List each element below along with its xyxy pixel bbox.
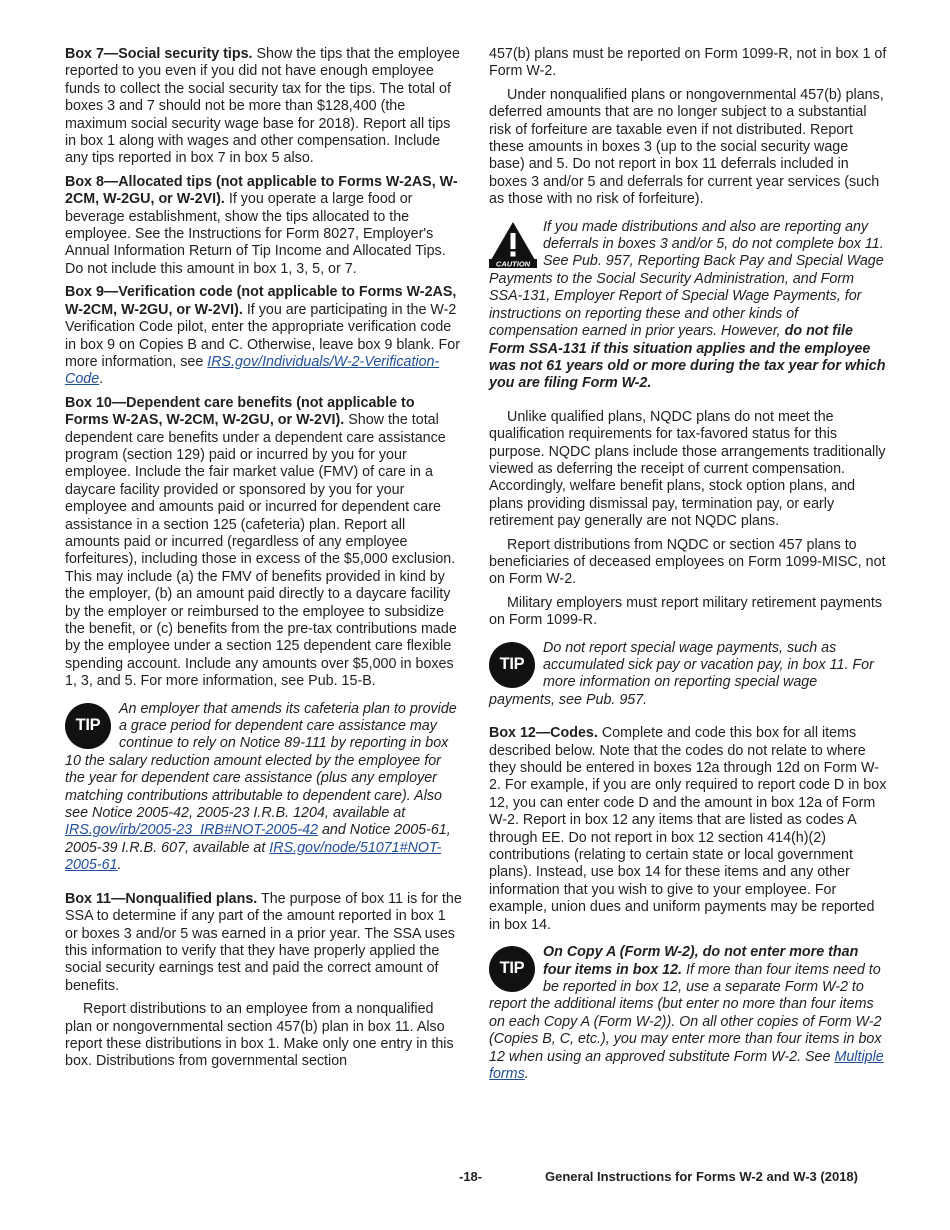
- caution-bold-text: do not file Form SSA-131 if this situation applies and the employee was not 61 years old or more during the tax year for which you are filing Form W-2.: [489, 323, 886, 392]
- tip-note-copy-a: [489, 944, 887, 1083]
- box10-text: Show the total dependent care benefits under a dependent care assistance program (section 129) paid or incurred by you for your employee. Include the fair market value (FMV) of care in a daycare facility provided or sponsored by you for your employee and amounts paid or incurred for dependent care assistance in a section 125 (cafeteria) plan. Report all amounts paid or incurred (regardless of any employee forfeitures), including those in excess of the $5,000 exclusion. This may include (a) the FMV of benefits provided in kind by the employer, (b) an amount paid directly to a daycare facility by the employer or reimbursed to the employee to subsidize the benefit, or (c) benefits from the pre-tax contributions made by the employee under a section 125 dependent care flexible spending account. Include any amounts over $5,000 in boxes 1, 3, and 5. For more information, see Pub. 15-B.: [65, 412, 457, 690]
- caution-note: [489, 219, 887, 393]
- tip1-text2: and Notice 2005-61, 2005-39 I.R.B. 607, available at: [65, 822, 451, 856]
- tip-icon-label: TIP: [499, 654, 525, 673]
- verification-code-link[interactable]: IRS.gov/Individuals/W-2-Verification-Code: [65, 353, 440, 388]
- left-column: [65, 46, 462, 1077]
- notice-2005-61-link[interactable]: IRS.gov/node/51071#NOT-2005-61: [65, 839, 442, 874]
- tip3-text: If more than four items need to be reported in box 12, use a separate Form W-2 to report the additional items (but enter no more than four items on each Copy A (Form W-2)). On all other copies of Form W-2 (Copies B, C, etc.), you may enter more than four items in box 12 when using an approved substitute Form W-2. See: [489, 961, 882, 1065]
- multiple-forms-link[interactable]: Multiple forms: [489, 1048, 884, 1082]
- tip-icon: [65, 703, 111, 749]
- caution-icon-label: CAUTION: [495, 259, 531, 268]
- box10-heading: Box 10—Dependent care benefits (not applicable to Forms W-2AS, W-2CM, W-2GU, or W-2VI).: [65, 394, 415, 429]
- tip-icon-label: TIP: [75, 715, 101, 734]
- footer-title: General Instructions for Forms W-2 and W-3 (2018): [545, 1169, 858, 1184]
- box7-heading: Box 7—Social security tips.: [65, 46, 253, 62]
- box11-paragraph: [65, 891, 462, 995]
- tip1-text1: An employer that amends its cafeteria plan to provide a grace period for dependent care assistance may continue to rely on Notice 89-111 by reporting in box 10 the salary reduction amount elected by the employee for the year for dependent care assistance (plus any employer matching contributions attributable to dependent care). Also see Notice 2005-42, 2005-23 I.R.B. 1204, available at: [65, 700, 457, 822]
- box8-text: If you operate a large food or beverage establishment, show the tips allocated to the employee. See the Instructions for Form 8027, Employer's Annual Information Return of Tip Income and Allocated Tips. Do not include this amount in box 1, 3, 5, or 7.: [65, 191, 446, 277]
- box10-paragraph: [65, 395, 462, 691]
- tip3-end: .: [524, 1065, 529, 1082]
- tip-icon: [489, 946, 535, 992]
- military-employers-paragraph: Military employers must report military retirement payments on Form 1099-R.: [489, 594, 882, 629]
- box11-paragraph-2: Report distributions to an employee from a nonqualified plan or nongovernmental section 457(b) plan in box 11. Also report these distributions in box 1. Make only one entry in this box. Distributions from governmental section: [65, 1001, 454, 1070]
- nqdc-plans-paragraph: Unlike qualified plans, NQDC plans do not meet the qualification requirements for tax-favored status for this purpose. NQDC plans include those arrangements traditionally viewed as deferring the receipt of current compensation. Accordingly, welfare benefit plans, stock option plans, and plans providing dismissal pay, termination pay, or early retirement pay generally are not NQDC plans.: [489, 408, 886, 530]
- right-column: [489, 46, 887, 1099]
- notice-2005-42-link[interactable]: IRS.gov/irb/2005-23_IRB#NOT-2005-42: [65, 822, 318, 839]
- nqdc-distributions-paragraph: Report distributions from NQDC or section 457 plans to beneficiaries of deceased employees on Form 1099-MISC, not on Form W-2.: [489, 536, 886, 588]
- box12-heading: Box 12—Codes.: [489, 725, 598, 742]
- tip3-bold-text: On Copy A (Form W-2), do not enter more than four items in box 12.: [543, 944, 859, 978]
- caution-icon: [489, 221, 537, 268]
- tip-note-special-wage: [489, 640, 887, 710]
- page-number: -18-: [459, 1169, 483, 1184]
- box9-text: If you are participating in the W-2 Verification Code pilot, enter the appropriate verification code in box 9 on Copies B and C. Otherwise, leave box 9 blank. For more information, see: [65, 301, 460, 370]
- box11-continued: 457(b) plans must be reported on Form 1099-R, not in box 1 of Form W-2.: [489, 46, 887, 80]
- box8-heading: Box 8—Allocated tips (not applicable to Forms W-2AS, W-2CM, W-2GU, or W-2VI).: [65, 173, 458, 208]
- box12-paragraph: [489, 725, 887, 934]
- box9-heading: Box 9—Verification code (not applicable to Forms W-2AS, W-2CM, W-2GU, or W-2VI).: [65, 284, 457, 318]
- tip-icon-label: TIP: [499, 959, 525, 978]
- box7-paragraph: [65, 46, 462, 168]
- box9-end: .: [99, 371, 104, 388]
- box12-text: Complete and code this box for all items described below. Note that the codes do not relate to where they should be entered in boxes 12a through 12d on Form W-2. For example, if you are only required to report code D in box 12, you can enter code D and the amount in box 12a of Form W-2. Report in box 12 any items that are listed as codes A through EE. Do not report in box 12 section 414(h)(2) contributions (relating to certain state or local government plans). Instead, use box 14 for these items and any other information that you wish to give to your employee. For example, union dues and uniform payments may be reported in box 14.: [489, 725, 887, 933]
- box9-paragraph: [65, 284, 462, 388]
- nonqualified-deferrals-paragraph: Under nonqualified plans or nongovernmental 457(b) plans, deferred amounts that are no longer subject to a substantial risk of forfeiture are taxable even if not distributed. Report these amounts in boxes 3 (up to the social security wage base) and 5. Do not report in box 11 deferrals included in boxes 3 and/or 5 and deferrals for current year services (such as those with no risk of forfeiture).: [489, 86, 884, 208]
- tip-icon: [489, 642, 535, 688]
- box7-text: Show the tips that the employee reported to you even if you did not have enough employee funds to collect the social security tax for the tips. The total of boxes 3 and 7 should not be more than $128,400 (the maximum social security wage base for 2018). Report all tips in box 1 along with wages and other compensation. Include any tips reported in box 7 in box 5 also.: [65, 46, 460, 167]
- box11-text: The purpose of box 11 is for the SSA to determine if any part of the amount reported in box 1 or boxes 3 and/or 5 was earned in a prior year. The SSA uses this information to verify that they have properly applied the social security earnings test and paid the correct amount of benefits.: [65, 890, 462, 994]
- tip1-end: .: [117, 857, 122, 874]
- tip2-text: Do not report special wage payments, such as accumulated sick pay or vacation pay, in box 11. For more information on reporting special wage payments, see Pub. 957.: [489, 639, 874, 708]
- box11-heading: Box 11—Nonqualified plans.: [65, 890, 258, 907]
- caution-text: If you made distributions and also are reporting any deferrals in boxes 3 and/or 5, do not complete box 11. See Pub. 957, Reporting Back Pay and Special Wage Payments to the Social Security Administration, and Form SSA-131, Employer Report of Special Wage Payments, for instructions on reporting these and other kinds of compensation earned in prior years. However,: [489, 218, 884, 340]
- box8-paragraph: [65, 174, 462, 278]
- tip-note-cafeteria: [65, 701, 462, 875]
